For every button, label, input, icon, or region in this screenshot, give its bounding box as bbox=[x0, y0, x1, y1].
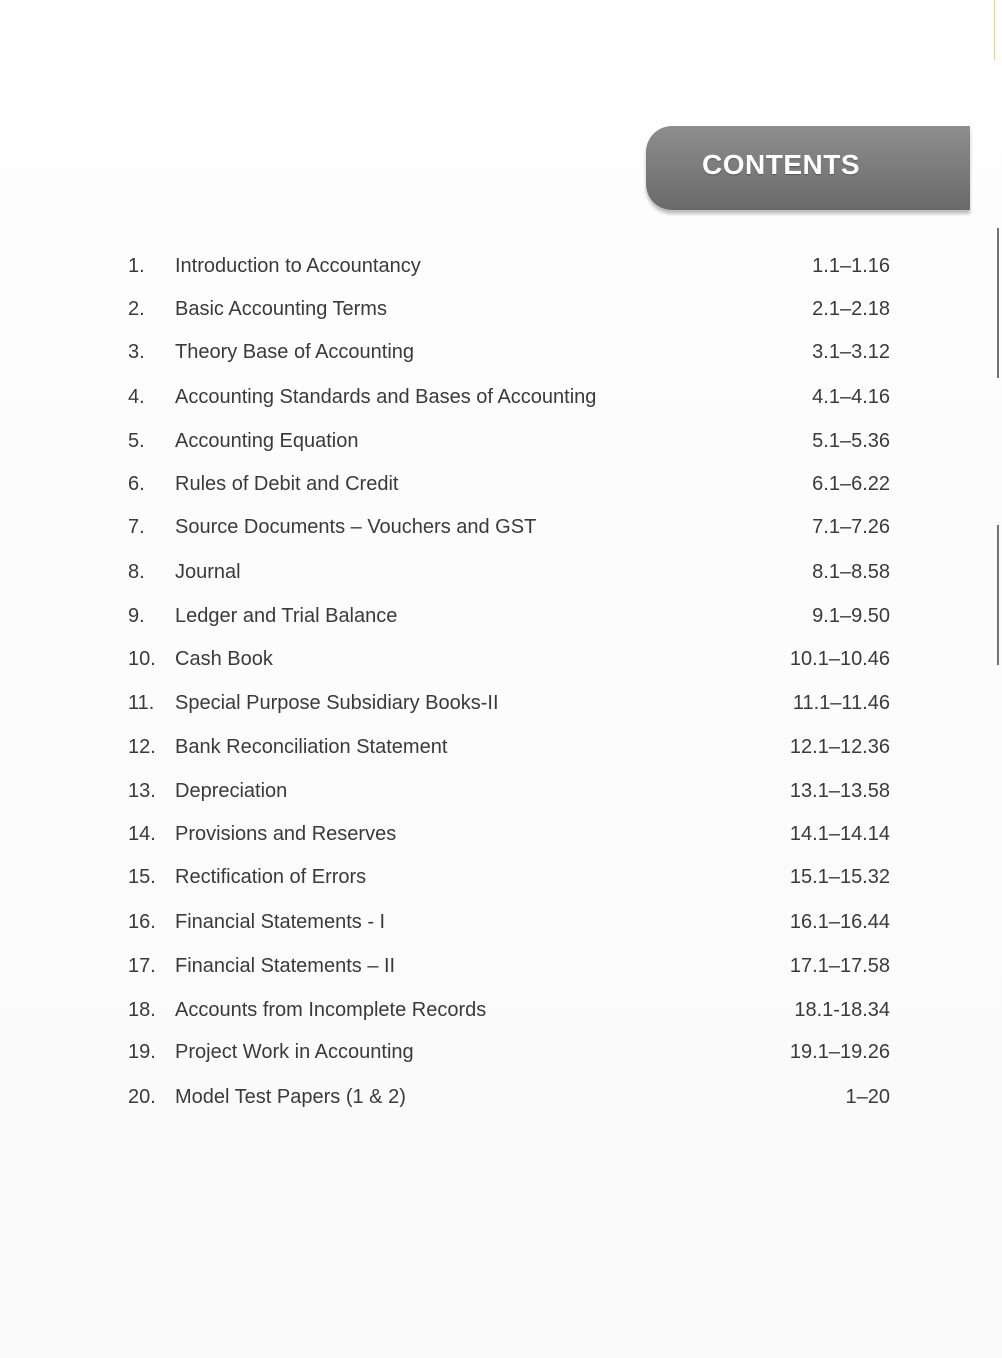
toc-entry[interactable] bbox=[0, 862, 1002, 892]
chapter-number: 12. bbox=[128, 736, 156, 758]
chapter-title: Bank Reconciliation Statement bbox=[175, 736, 448, 758]
chapter-number: 11. bbox=[128, 692, 155, 714]
chapter-number: 6. bbox=[128, 473, 145, 495]
chapter-pages: 3.1–3.12 bbox=[812, 341, 890, 363]
chapter-pages: 8.1–8.58 bbox=[812, 561, 890, 583]
chapter-number: 4. bbox=[128, 386, 145, 408]
chapter-title: Basic Accounting Terms bbox=[175, 298, 387, 320]
chapter-title: Depreciation bbox=[175, 780, 288, 802]
chapter-pages: 1.1–1.16 bbox=[812, 255, 890, 277]
chapter-number: 15. bbox=[128, 866, 156, 888]
chapter-title: Theory Base of Accounting bbox=[175, 341, 415, 363]
chapter-pages: 9.1–9.50 bbox=[812, 605, 890, 627]
chapter-title: Ledger and Trial Balance bbox=[175, 605, 398, 627]
chapter-title: Journal bbox=[175, 561, 241, 583]
toc-entry[interactable] bbox=[0, 294, 1002, 324]
page-title: CONTENTS bbox=[702, 149, 860, 180]
toc-entry[interactable] bbox=[0, 601, 1002, 631]
toc-entry[interactable] bbox=[0, 426, 1002, 456]
chapter-pages: 15.1–15.32 bbox=[789, 866, 890, 888]
chapter-title: Cash Book bbox=[175, 648, 273, 670]
chapter-title: Source Documents – Vouchers and GST bbox=[175, 516, 537, 538]
chapter-number: 20. bbox=[128, 1086, 156, 1108]
chapter-title: Introduction to Accountancy bbox=[175, 255, 421, 277]
toc-entry[interactable] bbox=[0, 1082, 1002, 1112]
chapter-number: 1. bbox=[128, 255, 145, 277]
toc-entry[interactable] bbox=[0, 557, 1002, 587]
chapter-pages: 2.1–2.18 bbox=[812, 298, 890, 320]
chapter-number: 16. bbox=[128, 911, 156, 933]
chapter-number: 17. bbox=[128, 955, 156, 977]
chapter-number: 14. bbox=[128, 823, 156, 845]
chapter-pages: 1–20 bbox=[845, 1086, 890, 1108]
chapter-pages: 6.1–6.22 bbox=[812, 473, 890, 495]
chapter-number: 10. bbox=[128, 648, 156, 670]
toc-entry[interactable] bbox=[0, 251, 1002, 281]
chapter-pages: 7.1–7.26 bbox=[812, 516, 890, 538]
toc-entry[interactable] bbox=[0, 512, 1002, 542]
toc-entry[interactable] bbox=[0, 995, 1002, 1025]
chapter-number: 8. bbox=[128, 561, 145, 583]
chapter-number: 19. bbox=[128, 1041, 156, 1063]
chapter-number: 2. bbox=[128, 298, 145, 320]
toc-entry[interactable] bbox=[0, 1037, 1002, 1067]
chapter-number: 18. bbox=[128, 999, 156, 1021]
chapter-pages: 14.1–14.14 bbox=[789, 823, 890, 845]
chapter-title: Rules of Debit and Credit bbox=[175, 473, 399, 495]
chapter-title: Provisions and Reserves bbox=[175, 823, 397, 845]
chapter-pages: 10.1–10.46 bbox=[789, 648, 890, 670]
chapter-pages: 12.1–12.36 bbox=[789, 736, 890, 758]
chapter-pages: 4.1–4.16 bbox=[812, 386, 890, 408]
toc-entry[interactable] bbox=[0, 776, 1002, 806]
chapter-pages: 11.1–11.46 bbox=[792, 692, 890, 714]
toc-entry[interactable] bbox=[0, 469, 1002, 499]
chapter-title: Accounting Equation bbox=[175, 430, 359, 452]
chapter-number: 5. bbox=[128, 430, 145, 452]
toc-entry[interactable] bbox=[0, 644, 1002, 674]
chapter-number: 3. bbox=[128, 341, 145, 363]
toc-entry[interactable] bbox=[0, 732, 1002, 762]
chapter-number: 13. bbox=[128, 780, 156, 802]
chapter-title: Accounting Standards and Bases of Accounting bbox=[175, 386, 597, 408]
chapter-pages: 17.1–17.58 bbox=[789, 955, 890, 977]
toc-entry[interactable] bbox=[0, 337, 1002, 367]
chapter-number: 7. bbox=[128, 516, 145, 538]
chapter-pages: 16.1–16.44 bbox=[789, 911, 890, 933]
toc-entry[interactable] bbox=[0, 907, 1002, 937]
chapter-title: Model Test Papers (1 & 2) bbox=[175, 1086, 406, 1108]
chapter-pages: 19.1–19.26 bbox=[789, 1041, 890, 1063]
toc-entry[interactable] bbox=[0, 951, 1002, 981]
toc-entry[interactable] bbox=[0, 382, 1002, 412]
toc-entry[interactable] bbox=[0, 688, 1002, 718]
chapter-title: Accounts from Incomplete Records bbox=[175, 999, 487, 1021]
toc-entry[interactable] bbox=[0, 819, 1002, 849]
chapter-title: Project Work in Accounting bbox=[175, 1041, 414, 1063]
chapter-title: Financial Statements – II bbox=[175, 955, 396, 977]
chapter-title: Financial Statements - I bbox=[175, 911, 386, 933]
chapter-title: Special Purpose Subsidiary Books-II bbox=[175, 692, 499, 714]
chapter-pages: 13.1–13.58 bbox=[789, 780, 890, 802]
chapter-number: 9. bbox=[128, 605, 145, 627]
chapter-pages: 5.1–5.36 bbox=[812, 430, 890, 452]
chapter-pages: 18.1-18.34 bbox=[794, 999, 890, 1021]
chapter-title: Rectification of Errors bbox=[175, 866, 367, 888]
